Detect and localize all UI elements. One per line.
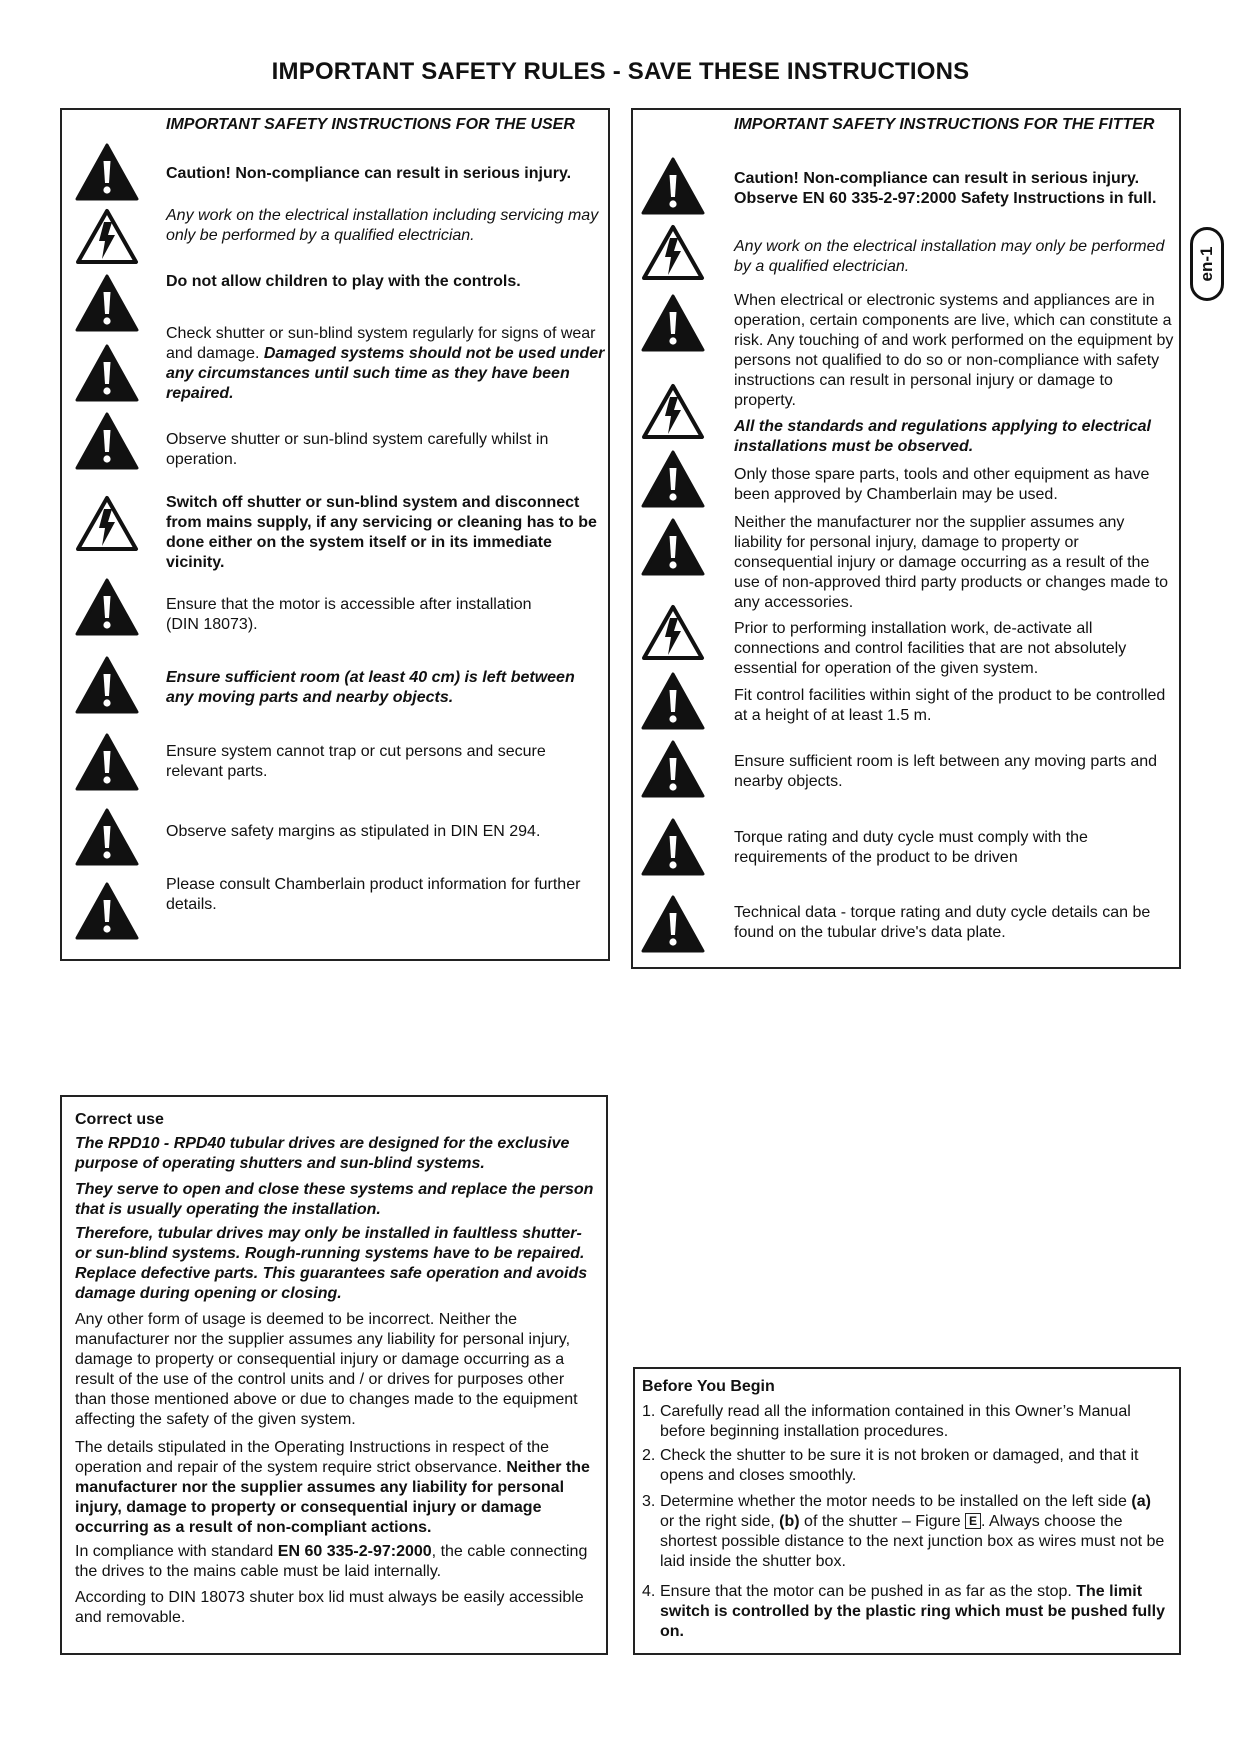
warning-exclamation-icon bbox=[75, 274, 139, 332]
step-4: 4. Ensure that the motor can be pushed in as far as the stop. The limit switch is controlled by the plastic ring which must be pushed fully on. bbox=[642, 1583, 1165, 1640]
electrical-hazard-icon bbox=[641, 603, 705, 661]
user-consult-info: Please consult Chamberlain product information for further details. bbox=[166, 876, 581, 913]
correct-use-box bbox=[60, 1095, 608, 1655]
step-1: 1. Carefully read all the information contained in this Owner’s Manual before beginning installation procedures. bbox=[642, 1403, 1131, 1440]
warning-exclamation-icon bbox=[641, 518, 705, 576]
user-caution: Caution! Non-compliance can result in serious injury. bbox=[166, 165, 572, 182]
user-trap-warning: Ensure system cannot trap or cut persons and secure relevant parts. bbox=[166, 743, 546, 780]
fitter-electrical-note: Any work on the electrical installation may only be performed by a qualified electrician. bbox=[734, 238, 1165, 275]
fitter-deactivate: Prior to performing installation work, de-activate all connections and control facilities that are not absolutely essential for operation of the given system. bbox=[734, 620, 1127, 677]
step-2: 2. Check the shutter to be sure it is not broken or damaged, and that it opens and closes smoothly. bbox=[642, 1447, 1139, 1484]
user-switch-off: Switch off shutter or sun-blind system and disconnect from mains supply, if any servicing or cleaning has to be done either on the system itself or in its immediate vicinity. bbox=[166, 494, 597, 571]
correct-use-purpose: The RPD10 - RPD40 tubular drives are designed for the exclusive purpose of operating shutters and sun-blind systems. bbox=[75, 1135, 570, 1172]
warning-exclamation-icon bbox=[641, 157, 705, 215]
warning-exclamation-icon bbox=[641, 294, 705, 352]
user-motor-accessible: Ensure that the motor is accessible after installation (DIN 18073). bbox=[166, 596, 532, 633]
electrical-hazard-icon bbox=[641, 223, 705, 281]
fitter-live-components: When electrical or electronic systems and appliances are in operation, certain components are live, which can constitute a risk. Any touching of and work performed on the equipment by persons not qualified to do so or non-compliance with safety instructions can result in personal injury or damage to property. bbox=[734, 292, 1174, 409]
electrical-hazard-icon bbox=[75, 494, 139, 552]
correct-use-cable-compliance: In compliance with standard EN 60 335-2-97:2000, the cable connecting the drives to the mains cable must be laid internally. bbox=[75, 1543, 588, 1580]
correct-use-installation: Therefore, tubular drives may only be installed in faultless shutter- or sun-blind systems. Rough-running systems have to be repaired. Replace defective parts. This guarantees safe operation and avoids damage during opening or closing. bbox=[75, 1225, 588, 1302]
user-check-system: Check shutter or sun-blind system regularly for signs of wear and damage. Damaged systems should not be used under any circumstances until such time as they have been repaired. bbox=[166, 325, 605, 402]
before-you-begin-heading: Before You Begin bbox=[642, 1378, 775, 1395]
warning-exclamation-icon bbox=[75, 412, 139, 470]
electrical-hazard-icon bbox=[75, 207, 139, 265]
warning-exclamation-icon bbox=[75, 882, 139, 940]
fitter-control-facilities: Fit control facilities within sight of the product to be controlled at a height of at least 1.5 m. bbox=[734, 687, 1166, 724]
correct-use-incorrect-usage: Any other form of usage is deemed to be incorrect. Neither the manufacturer nor the supplier assumes any liability for personal injury, damage to property or consequential injury or damage occurring as a result of the use of the control units and / or drives for purposes other than those mentioned above or due to changes made to the equipment affecting the safety of the given system. bbox=[75, 1311, 578, 1428]
step-3: 3. Determine whether the motor needs to be installed on the left side (a) or the right side, (b) of the shutter – Figure E . Always choose the shortest possible distance to the next junction box as wires must not be laid inside the shutter box. bbox=[642, 1493, 1165, 1570]
fitter-technical-data: Technical data - torque rating and duty cycle details can be found on the tubular drive's data plate. bbox=[734, 904, 1151, 941]
warning-exclamation-icon bbox=[75, 344, 139, 402]
warning-exclamation-icon bbox=[641, 450, 705, 508]
user-sufficient-room: Ensure sufficient room (at least 40 cm) is left between any moving parts and nearby objects. bbox=[166, 669, 575, 706]
correct-use-heading: Correct use bbox=[75, 1111, 164, 1128]
warning-exclamation-icon bbox=[75, 143, 139, 201]
before-you-begin-box bbox=[633, 1367, 1181, 1655]
warning-exclamation-icon bbox=[75, 808, 139, 866]
fitter-safety-box bbox=[631, 108, 1181, 969]
fitter-sufficient-room: Ensure sufficient room is left between any moving parts and nearby objects. bbox=[734, 753, 1158, 790]
warning-exclamation-icon bbox=[641, 672, 705, 730]
warning-exclamation-icon bbox=[75, 578, 139, 636]
page-title: IMPORTANT SAFETY RULES - SAVE THESE INSTRUCTIONS bbox=[271, 58, 970, 85]
warning-exclamation-icon bbox=[641, 740, 705, 798]
fitter-standards: All the standards and regulations applying to electrical installations must be observed. bbox=[734, 418, 1151, 455]
correct-use-function: They serve to open and close these systems and replace the person that is usually operating the installation. bbox=[75, 1181, 594, 1218]
fitter-liability: Neither the manufacturer nor the supplier assumes any liability for personal injury, damage to property or consequential injury or damage occurring as a result of the use of non-approved third party products or changes made to any accessories. bbox=[734, 514, 1169, 611]
fitter-heading: IMPORTANT SAFETY INSTRUCTIONS FOR THE FITTER bbox=[734, 116, 1155, 133]
correct-use-box-lid: According to DIN 18073 shuter box lid must always be easily accessible and removable. bbox=[75, 1589, 584, 1626]
user-safety-margins: Observe safety margins as stipulated in DIN EN 294. bbox=[166, 823, 541, 840]
warning-exclamation-icon bbox=[75, 656, 139, 714]
warning-exclamation-icon bbox=[641, 818, 705, 876]
fitter-caution: Caution! Non-compliance can result in serious injury. Observe EN 60 335-2-97:2000 Safety Instructions in full. bbox=[734, 170, 1157, 207]
figure-e-reference: E bbox=[965, 1513, 981, 1529]
correct-use-operating-instructions: The details stipulated in the Operating Instructions in respect of the operation and repair of the system require strict observance. Neither the manufacturer nor the supplier assumes any liability for personal injury, damage to property or consequential injury or damage occurring as a result of non-compliant actions. bbox=[75, 1439, 590, 1536]
user-children-warning: Do not allow children to play with the controls. bbox=[166, 273, 521, 290]
user-safety-box bbox=[60, 108, 610, 961]
user-heading: IMPORTANT SAFETY INSTRUCTIONS FOR THE USER bbox=[166, 116, 575, 133]
warning-exclamation-icon bbox=[641, 895, 705, 953]
electrical-hazard-icon bbox=[641, 382, 705, 440]
user-electrical-note: Any work on the electrical installation including servicing may only be performed by a qualified electrician. bbox=[166, 207, 599, 244]
warning-exclamation-icon bbox=[75, 733, 139, 791]
fitter-torque-rating: Torque rating and duty cycle must comply with the requirements of the product to be driven bbox=[734, 829, 1088, 866]
fitter-spare-parts: Only those spare parts, tools and other equipment as have been approved by Chamberlain may be used. bbox=[734, 466, 1150, 503]
user-observe-operation: Observe shutter or sun-blind system carefully whilst in operation. bbox=[166, 431, 549, 468]
page-number-tab: en-1 bbox=[1190, 227, 1224, 301]
